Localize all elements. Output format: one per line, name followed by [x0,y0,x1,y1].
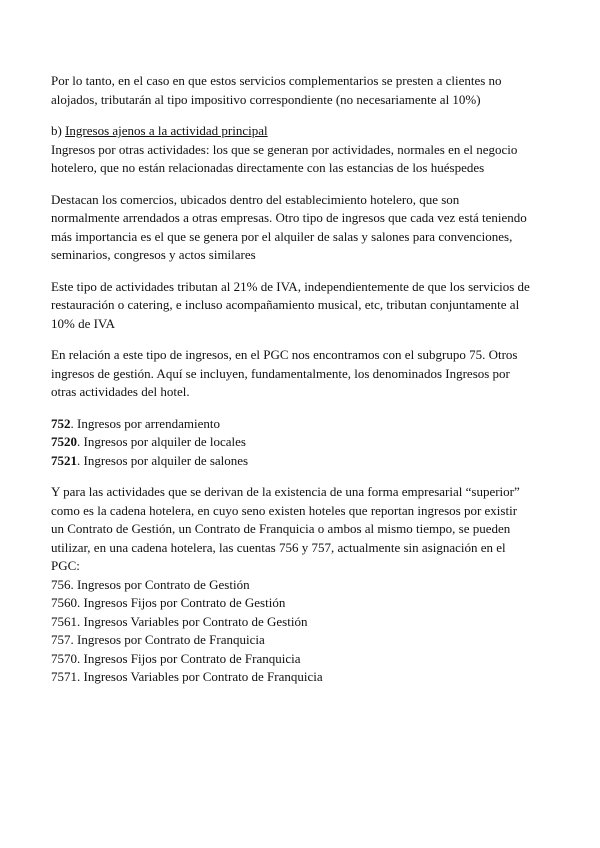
paragraph-pgc-subgroup [51,346,561,402]
account-code: 7521 [51,452,77,468]
text-line: Destacan los comercios, ubicados dentro del establecimiento hotelero, que son [51,191,460,207]
account-item: 756. Ingresos por Contrato de Gestión [51,576,250,592]
text-line: más importancia es el que se genera por el alquiler de salas y salones para convenciones, [51,228,513,244]
account-item: 7560. Ingresos Fijos por Contrato de Gestión [51,595,286,610]
text-line: Por lo tanto, en el caso en que estos servicios complementarios se presten a clientes no [51,73,502,88]
text-line: hotelero, que no están relacionadas directamente con las estancias de los huéspedes [51,160,485,175]
text-line: otras actividades del hotel. [51,384,190,399]
account-item: 7570. Ingresos Fijos por Contrato de Franquicia [51,650,301,666]
account-code: 752 [51,415,71,431]
section-heading: Ingresos ajenos a la actividad principal [65,123,268,138]
text-line: Este tipo de actividades tributan al 21% de IVA, independientemente de que los servicios de [51,278,530,294]
account-code: 7520 [51,434,77,449]
text-line: normalmente arrendados a otras empresas. Otro tipo de ingresos que cada vez está teniendo [51,210,527,225]
account-item: 7571. Ingresos Variables por Contrato de Franquicia [51,669,323,684]
text-line: restauración o catering, e incluso acompañamiento musical, etc, tributan conjuntamente al [51,297,520,312]
account-description: . Ingresos por arrendamiento [70,415,220,431]
account-item: 7561. Ingresos Variables por Contrato de Gestión [51,613,308,629]
text-line: En relación a este tipo de ingresos, en el PGC nos encontramos con el subgrupo 75. Otros [51,347,518,362]
account-description: . Ingresos por alquiler de locales [77,434,246,449]
text-line: PGC: [51,558,80,573]
text-line: ingresos de gestión. Aquí se incluyen, fundamentalmente, los denominados Ingresos por [51,365,510,381]
account-list-rentals [51,415,561,471]
paragraph-vat-rates [51,278,561,334]
paragraph-shops-and-rooms [51,191,561,265]
text-line: 10% de IVA [51,315,116,331]
text-line: alojados, tributarán al tipo impositivo correspondiente (no necesariamente al 10%) [51,91,481,107]
section-heading-line [51,122,561,141]
paragraph-hotel-chain [51,483,561,576]
account-item: 757. Ingresos por Contrato de Franquicia [51,632,265,647]
account-item [51,415,561,434]
text-line: un Contrato de Gestión, un Contrato de Franquicia o ambos al mismo tiempo, se pueden [51,521,511,536]
section-prefix: b) [51,123,66,138]
section-b-other-income [51,122,561,178]
account-item [51,452,561,471]
account-description: . Ingresos por alquiler de salones [77,452,249,468]
text-line: como es la cadena hotelera, en cuyo seno existen hoteles que reportan ingresos por existir [51,502,518,518]
text-line: Y para las actividades que se derivan de la existencia de una forma empresarial “superior” [51,484,520,499]
text-line: utilizar, en una cadena hotelera, las cuentas 756 y 757, actualmente sin asignación en el [51,539,506,555]
paragraph-tax-complementary-services [51,72,561,109]
document-page [51,72,561,700]
text-line: seminarios, congresos y actos similares [51,247,256,262]
account-item [51,433,561,452]
text-line: Ingresos por otras actividades: los que se generan por actividades, normales en el negocio [51,141,518,157]
account-list-contracts [51,576,561,687]
